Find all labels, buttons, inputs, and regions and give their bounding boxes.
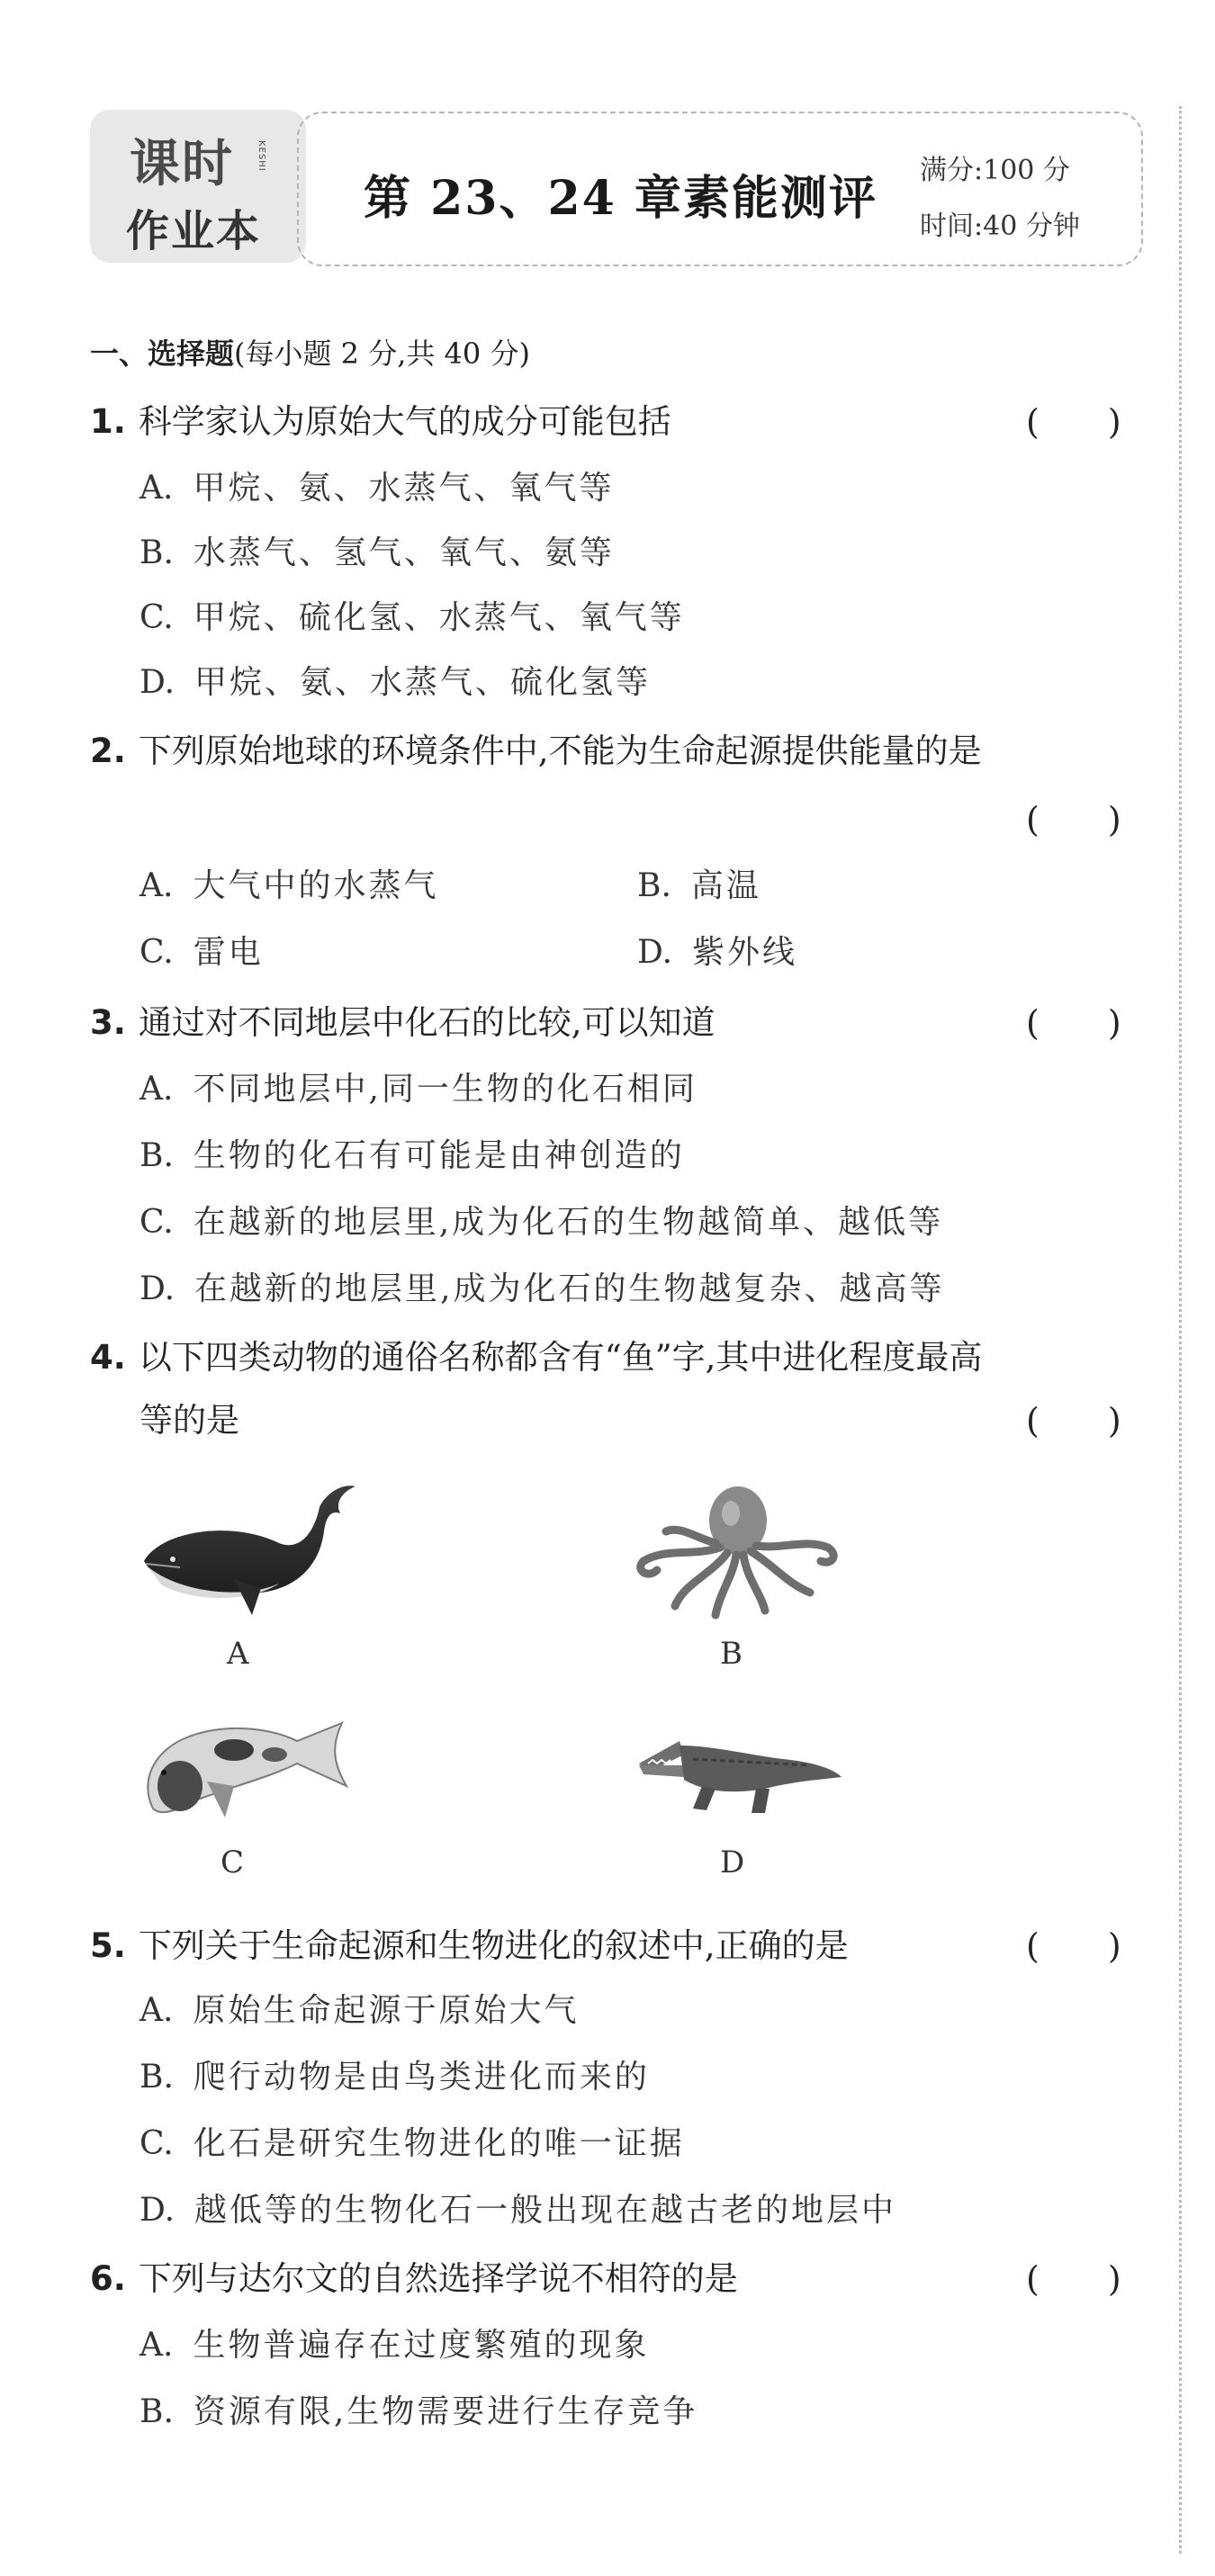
option-3c: C. 在越新的地层里,成为化石的生物越简单、越低等 (140, 1204, 944, 1241)
option-1a: A. 甲烷、氨、水蒸气、氧气等 (140, 470, 615, 507)
option-1c: C. 甲烷、硫化氢、水蒸气、氧气等 (140, 599, 685, 636)
section-heading (90, 331, 530, 372)
option-2c: C. 雷电 (140, 934, 264, 971)
answer-blank-2[interactable]: ( ) (1026, 800, 1121, 839)
koi-fish-icon (126, 1701, 351, 1836)
title-box (297, 112, 1143, 266)
option-2b: B. 高温 (637, 867, 761, 904)
option-5b: B. 爬行动物是由鸟类进化而来的 (140, 2059, 650, 2096)
question-3 (90, 995, 716, 1044)
time-limit: 时间:40 分钟 (920, 211, 1080, 242)
image-label-d: D (720, 1844, 745, 1880)
option-5a: A. 原始生命起源于原始大气 (140, 1992, 580, 2029)
question-4 (90, 1330, 982, 1378)
question-4-continued: 等的是 (140, 1401, 239, 1440)
full-score: 满分:100 分 (920, 155, 1070, 186)
image-label-b: B (720, 1636, 742, 1672)
option-5c: C. 化石是研究生物进化的唯一证据 (140, 2125, 685, 2162)
answer-blank-6[interactable]: ( ) (1026, 2259, 1121, 2299)
answer-blank-1[interactable]: ( ) (1026, 402, 1121, 442)
answer-blank-3[interactable]: ( ) (1026, 1003, 1121, 1043)
section-title: 一、选择题 (90, 337, 235, 371)
page-title: 第 23、24 章素能测评 (364, 171, 878, 226)
octopus-icon (630, 1476, 846, 1620)
question-text: 通过对不同地层中化石的比较,可以知道 (138, 1003, 716, 1042)
option-6a: A. 生物普遍存在过度繁殖的现象 (140, 2327, 650, 2364)
option-1d: D. 甲烷、氨、水蒸气、硫化氢等 (140, 664, 652, 701)
logo-tag: KESHI (256, 140, 266, 172)
question-text: 科学家认为原始大气的成分可能包括 (138, 402, 671, 441)
option-6b: B. 资源有限,生物需要进行生存竞争 (140, 2393, 698, 2430)
option-3d: D. 在越新的地层里,成为化石的生物越复杂、越高等 (140, 1270, 945, 1307)
answer-blank-5[interactable]: ( ) (1026, 1926, 1121, 1966)
question-number: 5. (90, 1926, 126, 1965)
option-3b: B. 生物的化石有可能是由神创造的 (140, 1137, 685, 1174)
logo-badge (90, 110, 306, 263)
option-3a: A. 不同地层中,同一生物的化石相同 (140, 1071, 698, 1108)
whale-icon (126, 1467, 360, 1620)
page-divider-line (1179, 106, 1182, 2554)
question-number: 3. (90, 1003, 126, 1042)
option-1b: B. 水蒸气、氢气、氧气、氨等 (140, 534, 615, 571)
question-text: 下列关于生命起源和生物进化的叙述中,正确的是 (138, 1926, 849, 1965)
question-number: 2. (90, 732, 126, 770)
option-2d: D. 紫外线 (637, 934, 798, 971)
question-number: 1. (90, 402, 126, 441)
crocodile-icon (630, 1710, 846, 1827)
question-5 (90, 1918, 849, 1967)
question-number: 4. (90, 1338, 126, 1377)
section-note: (每小题 2 分,共 40 分) (234, 337, 530, 371)
answer-blank-4[interactable]: ( ) (1026, 1401, 1121, 1441)
image-label-a: A (227, 1636, 249, 1672)
option-2a: A. 大气中的水蒸气 (140, 867, 439, 904)
question-2 (90, 723, 982, 772)
question-text: 下列与达尔文的自然选择学说不相符的是 (138, 2259, 738, 2298)
question-text: 下列原始地球的环境条件中,不能为生命起源提供能量的是 (138, 732, 982, 770)
question-number: 6. (90, 2259, 126, 2298)
question-text: 以下四类动物的通俗名称都含有“鱼”字,其中进化程度最高 (138, 1338, 983, 1377)
image-label-c: C (220, 1844, 245, 1880)
question-1 (90, 394, 671, 443)
logo-text-bottom: 作业本 (126, 206, 262, 256)
option-5d: D. 越低等的生物化石一般出现在越古老的地层中 (140, 2192, 897, 2229)
question-6 (90, 2251, 738, 2300)
logo-text-top: 课时 (130, 135, 234, 193)
